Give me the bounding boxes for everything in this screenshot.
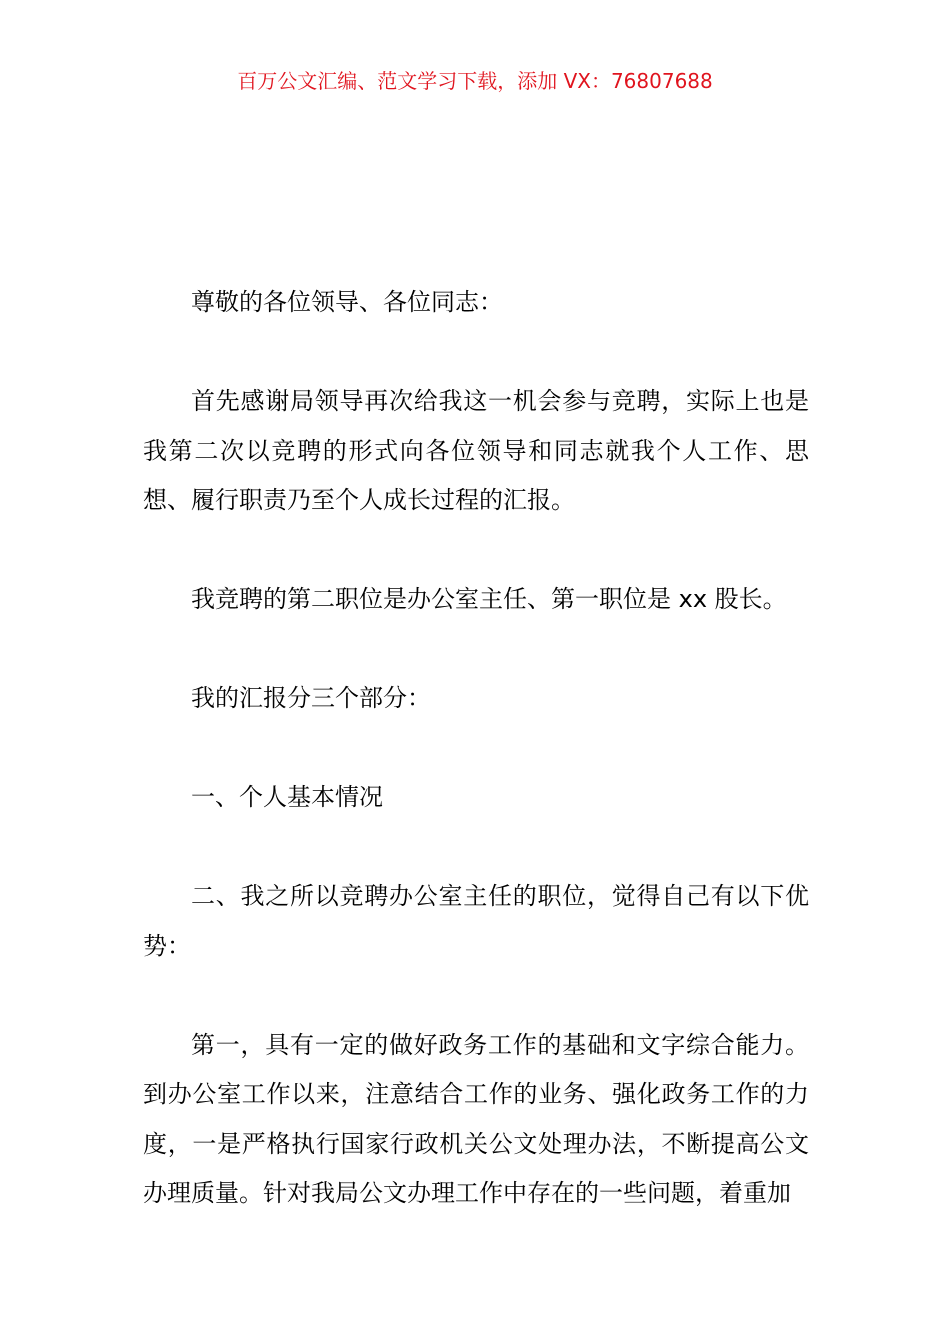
section-heading-1: 一、个人基本情况	[191, 783, 383, 811]
document-body	[143, 278, 809, 1268]
watermark-header: 百万公文汇编、范文学习下载，添加 VX：76807688	[237, 69, 713, 93]
paragraph-report-outline: 我的汇报分三个部分：	[191, 684, 431, 712]
section-heading-2: 二、我之所以竞聘办公室主任的职位，觉得自己有以下优势：	[143, 882, 809, 960]
paragraph-intro: 首先感谢局领导再次给我这一机会参与竞聘，实际上也是我第二次以竞聘的形式向各位领导和同志就我个人工作、思想、履行职责乃至个人成长过程的汇报。	[143, 387, 809, 514]
paragraph-positions: 我竞聘的第二职位是办公室主任、第一职位是 xx 股长。	[191, 585, 787, 613]
paragraph-first-advantage: 第一，具有一定的做好政务工作的基础和文字综合能力。到办公室工作以来，注意结合工作的业务、强化政务工作的力度，一是严格执行国家行政机关公文处理办法，不断提高公文办理质量。针对我局公文办理工作中存在的一些问题，着重加	[143, 1030, 809, 1207]
salutation: 尊敬的各位领导、各位同志：	[191, 288, 503, 316]
